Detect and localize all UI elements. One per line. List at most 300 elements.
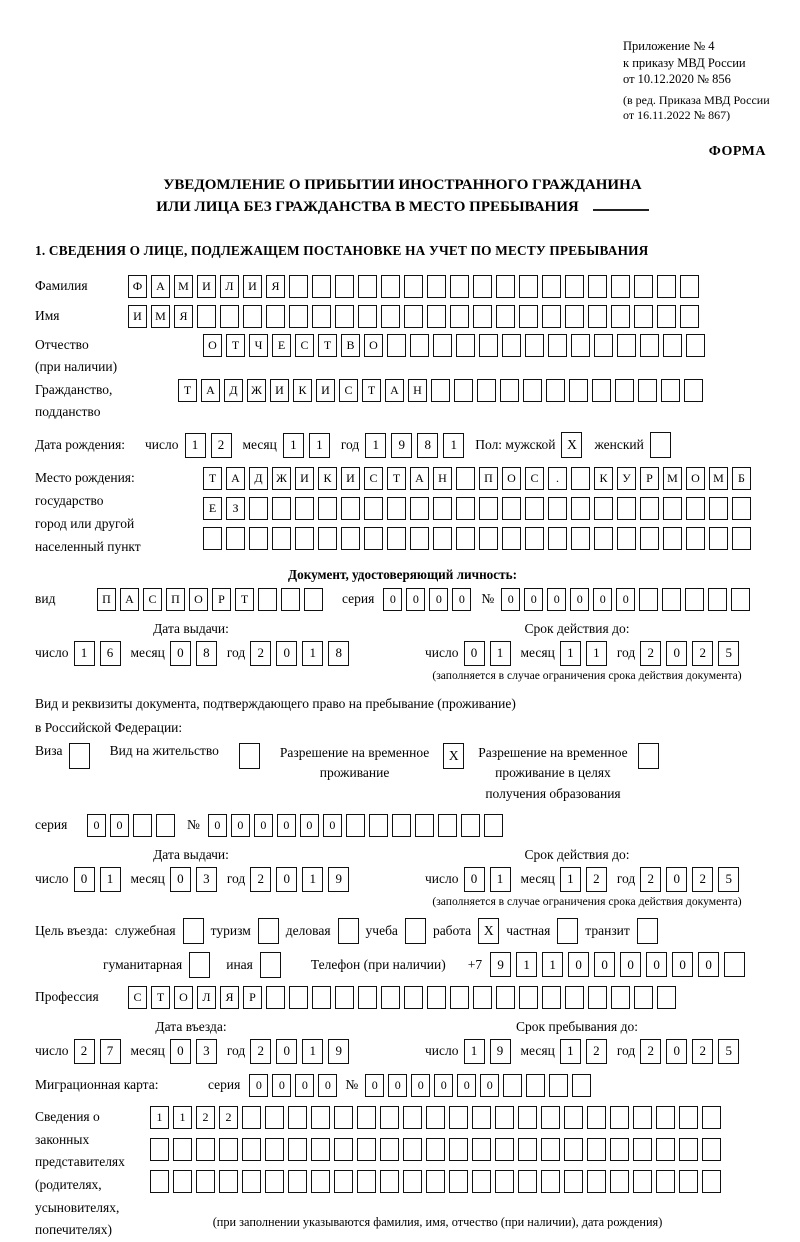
char-cell-empty[interactable] xyxy=(358,986,377,1009)
char-cell-empty[interactable] xyxy=(450,305,469,328)
char-cell-empty[interactable] xyxy=(196,1170,215,1193)
visa-checkbox[interactable] xyxy=(69,743,90,769)
char-cell-filled[interactable]: 0 xyxy=(170,1039,191,1064)
char-cell-empty[interactable] xyxy=(380,1138,399,1161)
purpose-other-checkbox[interactable] xyxy=(260,952,281,978)
char-cell-empty[interactable] xyxy=(197,305,216,328)
char-cell-empty[interactable] xyxy=(288,1138,307,1161)
char-cell-empty[interactable] xyxy=(288,1170,307,1193)
char-cell-empty[interactable] xyxy=(657,275,676,298)
char-cell-empty[interactable] xyxy=(588,305,607,328)
char-cell-empty[interactable] xyxy=(731,588,750,611)
char-cell-empty[interactable] xyxy=(357,1138,376,1161)
char-cell-filled[interactable]: 5 xyxy=(718,641,739,666)
char-cell-empty[interactable] xyxy=(479,497,498,520)
char-cell-empty[interactable] xyxy=(684,379,703,402)
char-cell-empty[interactable] xyxy=(617,334,636,357)
char-cell-empty[interactable] xyxy=(472,1106,491,1129)
char-cell-empty[interactable] xyxy=(427,986,446,1009)
char-cell-filled[interactable]: 2 xyxy=(211,433,232,458)
char-cell-empty[interactable] xyxy=(335,986,354,1009)
char-cell-empty[interactable] xyxy=(525,527,544,550)
char-cell-filled[interactable]: Р xyxy=(640,467,659,490)
char-cell-empty[interactable] xyxy=(334,1106,353,1129)
char-cell-empty[interactable] xyxy=(569,379,588,402)
char-cell-empty[interactable] xyxy=(542,305,561,328)
char-cell-empty[interactable] xyxy=(312,305,331,328)
char-cell-filled[interactable]: Р xyxy=(243,986,262,1009)
char-cell-empty[interactable] xyxy=(679,1138,698,1161)
char-cell-empty[interactable] xyxy=(565,986,584,1009)
char-cell-empty[interactable] xyxy=(640,527,659,550)
char-cell-filled[interactable]: 0 xyxy=(501,588,520,611)
char-cell-filled[interactable]: Т xyxy=(235,588,254,611)
char-cell-empty[interactable] xyxy=(657,986,676,1009)
char-cell-empty[interactable] xyxy=(611,986,630,1009)
char-cell-filled[interactable]: 9 xyxy=(490,1039,511,1064)
char-cell-empty[interactable] xyxy=(571,334,590,357)
char-cell-empty[interactable] xyxy=(732,527,751,550)
char-cell-filled[interactable]: 2 xyxy=(196,1106,215,1129)
char-cell-empty[interactable] xyxy=(404,986,423,1009)
char-cell-filled[interactable]: 0 xyxy=(524,588,543,611)
char-cell-filled[interactable]: 2 xyxy=(250,867,271,892)
char-cell-filled[interactable]: А xyxy=(201,379,220,402)
char-cell-empty[interactable] xyxy=(519,275,538,298)
char-cell-empty[interactable] xyxy=(594,527,613,550)
purpose-humanitarian-checkbox[interactable] xyxy=(189,952,210,978)
char-cell-filled[interactable]: 9 xyxy=(391,433,412,458)
char-cell-filled[interactable]: 0 xyxy=(276,641,297,666)
char-cell-empty[interactable] xyxy=(479,527,498,550)
char-cell-filled[interactable]: 0 xyxy=(464,867,485,892)
char-cell-empty[interactable] xyxy=(662,588,681,611)
char-cell-filled[interactable]: 1 xyxy=(100,867,121,892)
char-cell-filled[interactable]: Л xyxy=(197,986,216,1009)
char-cell-filled[interactable]: Б xyxy=(732,467,751,490)
char-cell-filled[interactable]: 0 xyxy=(672,952,693,977)
char-cell-empty[interactable] xyxy=(381,305,400,328)
char-cell-filled[interactable]: 1 xyxy=(309,433,330,458)
char-cell-empty[interactable] xyxy=(634,305,653,328)
char-cell-filled[interactable]: 0 xyxy=(208,814,227,837)
char-cell-empty[interactable] xyxy=(633,1106,652,1129)
char-cell-empty[interactable] xyxy=(426,1170,445,1193)
char-cell-filled[interactable]: Ф xyxy=(128,275,147,298)
char-cell-empty[interactable] xyxy=(456,467,475,490)
char-cell-empty[interactable] xyxy=(549,1074,568,1097)
char-cell-filled[interactable]: 1 xyxy=(74,641,95,666)
char-cell-empty[interactable] xyxy=(565,275,584,298)
char-cell-empty[interactable] xyxy=(433,497,452,520)
char-cell-filled[interactable]: 0 xyxy=(666,641,687,666)
char-cell-empty[interactable] xyxy=(357,1106,376,1129)
char-cell-empty[interactable] xyxy=(477,379,496,402)
char-cell-filled[interactable]: С xyxy=(525,467,544,490)
char-cell-filled[interactable]: . xyxy=(548,467,567,490)
char-cell-filled[interactable]: 9 xyxy=(328,1039,349,1064)
char-cell-filled[interactable]: М xyxy=(151,305,170,328)
char-cell-filled[interactable]: К xyxy=(318,467,337,490)
char-cell-empty[interactable] xyxy=(387,527,406,550)
char-cell-filled[interactable]: В xyxy=(341,334,360,357)
char-cell-filled[interactable]: 0 xyxy=(568,952,589,977)
char-cell-empty[interactable] xyxy=(203,527,222,550)
char-cell-filled[interactable]: 3 xyxy=(196,867,217,892)
char-cell-filled[interactable]: И xyxy=(197,275,216,298)
char-cell-empty[interactable] xyxy=(564,1170,583,1193)
char-cell-empty[interactable] xyxy=(173,1170,192,1193)
char-cell-empty[interactable] xyxy=(495,1138,514,1161)
char-cell-filled[interactable]: Л xyxy=(220,275,239,298)
char-cell-empty[interactable] xyxy=(610,1138,629,1161)
char-cell-empty[interactable] xyxy=(427,305,446,328)
char-cell-filled[interactable]: А xyxy=(410,467,429,490)
purpose-transit-checkbox[interactable] xyxy=(637,918,658,944)
char-cell-filled[interactable]: Т xyxy=(362,379,381,402)
char-cell-filled[interactable]: Е xyxy=(272,334,291,357)
char-cell-empty[interactable] xyxy=(640,334,659,357)
char-cell-empty[interactable] xyxy=(364,527,383,550)
char-cell-filled[interactable]: 2 xyxy=(74,1039,95,1064)
char-cell-empty[interactable] xyxy=(449,1106,468,1129)
char-cell-filled[interactable]: 1 xyxy=(302,867,323,892)
char-cell-empty[interactable] xyxy=(617,497,636,520)
char-cell-empty[interactable] xyxy=(318,527,337,550)
char-cell-empty[interactable] xyxy=(702,1170,721,1193)
char-cell-filled[interactable]: 2 xyxy=(586,1039,607,1064)
char-cell-empty[interactable] xyxy=(640,497,659,520)
char-cell-empty[interactable] xyxy=(519,305,538,328)
char-cell-filled[interactable]: С xyxy=(128,986,147,1009)
char-cell-empty[interactable] xyxy=(611,275,630,298)
char-cell-filled[interactable]: 0 xyxy=(593,588,612,611)
char-cell-empty[interactable] xyxy=(546,379,565,402)
char-cell-empty[interactable] xyxy=(266,986,285,1009)
char-cell-empty[interactable] xyxy=(500,379,519,402)
char-cell-filled[interactable]: 1 xyxy=(302,1039,323,1064)
char-cell-filled[interactable]: А xyxy=(385,379,404,402)
char-cell-empty[interactable] xyxy=(502,497,521,520)
char-cell-empty[interactable] xyxy=(456,497,475,520)
char-cell-filled[interactable]: 2 xyxy=(640,867,661,892)
char-cell-filled[interactable]: 9 xyxy=(328,867,349,892)
char-cell-empty[interactable] xyxy=(387,334,406,357)
char-cell-filled[interactable]: 0 xyxy=(231,814,250,837)
char-cell-empty[interactable] xyxy=(502,334,521,357)
char-cell-filled[interactable]: 1 xyxy=(516,952,537,977)
char-cell-empty[interactable] xyxy=(431,379,450,402)
char-cell-empty[interactable] xyxy=(518,1138,537,1161)
char-cell-filled[interactable]: С xyxy=(143,588,162,611)
char-cell-empty[interactable] xyxy=(311,1170,330,1193)
char-cell-empty[interactable] xyxy=(438,814,457,837)
char-cell-empty[interactable] xyxy=(633,1138,652,1161)
char-cell-empty[interactable] xyxy=(358,275,377,298)
char-cell-empty[interactable] xyxy=(312,986,331,1009)
char-cell-filled[interactable]: О xyxy=(502,467,521,490)
char-cell-filled[interactable]: 7 xyxy=(100,1039,121,1064)
char-cell-empty[interactable] xyxy=(473,305,492,328)
char-cell-empty[interactable] xyxy=(449,1170,468,1193)
char-cell-filled[interactable]: Е xyxy=(203,497,222,520)
char-cell-empty[interactable] xyxy=(369,814,388,837)
char-cell-empty[interactable] xyxy=(496,986,515,1009)
char-cell-filled[interactable]: 0 xyxy=(277,814,296,837)
char-cell-filled[interactable]: 1 xyxy=(464,1039,485,1064)
char-cell-empty[interactable] xyxy=(281,588,300,611)
char-cell-empty[interactable] xyxy=(541,1138,560,1161)
char-cell-filled[interactable]: Ж xyxy=(272,467,291,490)
purpose-official-checkbox[interactable] xyxy=(183,918,204,944)
char-cell-filled[interactable]: Т xyxy=(387,467,406,490)
char-cell-filled[interactable]: З xyxy=(226,497,245,520)
char-cell-empty[interactable] xyxy=(357,1170,376,1193)
char-cell-empty[interactable] xyxy=(318,497,337,520)
char-cell-filled[interactable]: 1 xyxy=(365,433,386,458)
char-cell-empty[interactable] xyxy=(265,1170,284,1193)
char-cell-filled[interactable]: 0 xyxy=(295,1074,314,1097)
char-cell-empty[interactable] xyxy=(686,497,705,520)
char-cell-empty[interactable] xyxy=(679,1170,698,1193)
char-cell-empty[interactable] xyxy=(426,1138,445,1161)
char-cell-empty[interactable] xyxy=(410,497,429,520)
char-cell-filled[interactable]: 0 xyxy=(594,952,615,977)
char-cell-empty[interactable] xyxy=(289,305,308,328)
char-cell-filled[interactable]: С xyxy=(339,379,358,402)
char-cell-filled[interactable]: 2 xyxy=(640,1039,661,1064)
char-cell-filled[interactable]: А xyxy=(226,467,245,490)
char-cell-empty[interactable] xyxy=(638,379,657,402)
char-cell-empty[interactable] xyxy=(656,1138,675,1161)
char-cell-filled[interactable]: 1 xyxy=(150,1106,169,1129)
char-cell-empty[interactable] xyxy=(410,527,429,550)
char-cell-empty[interactable] xyxy=(496,275,515,298)
char-cell-empty[interactable] xyxy=(565,305,584,328)
char-cell-empty[interactable] xyxy=(732,497,751,520)
char-cell-filled[interactable]: 6 xyxy=(100,641,121,666)
char-cell-filled[interactable]: 0 xyxy=(365,1074,384,1097)
char-cell-empty[interactable] xyxy=(150,1170,169,1193)
sex-male-checkbox[interactable]: X xyxy=(561,432,582,458)
char-cell-empty[interactable] xyxy=(289,275,308,298)
char-cell-empty[interactable] xyxy=(685,588,704,611)
char-cell-filled[interactable]: М xyxy=(663,467,682,490)
char-cell-filled[interactable]: Д xyxy=(249,467,268,490)
char-cell-empty[interactable] xyxy=(610,1170,629,1193)
char-cell-filled[interactable]: 2 xyxy=(219,1106,238,1129)
char-cell-filled[interactable]: 3 xyxy=(196,1039,217,1064)
char-cell-empty[interactable] xyxy=(702,1106,721,1129)
char-cell-filled[interactable]: Д xyxy=(224,379,243,402)
char-cell-empty[interactable] xyxy=(456,527,475,550)
char-cell-empty[interactable] xyxy=(572,1074,591,1097)
char-cell-filled[interactable]: А xyxy=(120,588,139,611)
char-cell-empty[interactable] xyxy=(484,814,503,837)
char-cell-filled[interactable]: 2 xyxy=(250,1039,271,1064)
char-cell-empty[interactable] xyxy=(335,275,354,298)
char-cell-filled[interactable]: Я xyxy=(174,305,193,328)
char-cell-empty[interactable] xyxy=(449,1138,468,1161)
char-cell-empty[interactable] xyxy=(380,1170,399,1193)
char-cell-empty[interactable] xyxy=(502,527,521,550)
char-cell-empty[interactable] xyxy=(381,986,400,1009)
char-cell-filled[interactable]: А xyxy=(151,275,170,298)
char-cell-empty[interactable] xyxy=(594,497,613,520)
char-cell-empty[interactable] xyxy=(594,334,613,357)
char-cell-filled[interactable]: О xyxy=(686,467,705,490)
char-cell-filled[interactable]: И xyxy=(295,467,314,490)
char-cell-filled[interactable]: О xyxy=(364,334,383,357)
char-cell-filled[interactable]: 0 xyxy=(254,814,273,837)
char-cell-filled[interactable]: П xyxy=(97,588,116,611)
char-cell-empty[interactable] xyxy=(242,1170,261,1193)
char-cell-empty[interactable] xyxy=(663,334,682,357)
char-cell-filled[interactable]: И xyxy=(128,305,147,328)
char-cell-empty[interactable] xyxy=(312,275,331,298)
char-cell-empty[interactable] xyxy=(404,305,423,328)
char-cell-empty[interactable] xyxy=(242,1138,261,1161)
char-cell-empty[interactable] xyxy=(548,497,567,520)
char-cell-empty[interactable] xyxy=(724,952,745,977)
char-cell-empty[interactable] xyxy=(311,1138,330,1161)
char-cell-empty[interactable] xyxy=(663,497,682,520)
char-cell-empty[interactable] xyxy=(525,334,544,357)
char-cell-filled[interactable]: 0 xyxy=(666,867,687,892)
char-cell-filled[interactable]: К xyxy=(594,467,613,490)
char-cell-filled[interactable]: 0 xyxy=(620,952,641,977)
char-cell-empty[interactable] xyxy=(709,497,728,520)
char-cell-filled[interactable]: Т xyxy=(226,334,245,357)
char-cell-empty[interactable] xyxy=(503,1074,522,1097)
char-cell-empty[interactable] xyxy=(496,305,515,328)
char-cell-empty[interactable] xyxy=(525,497,544,520)
char-cell-empty[interactable] xyxy=(518,1106,537,1129)
char-cell-empty[interactable] xyxy=(334,1170,353,1193)
char-cell-empty[interactable] xyxy=(173,1138,192,1161)
char-cell-empty[interactable] xyxy=(571,497,590,520)
char-cell-empty[interactable] xyxy=(587,1170,606,1193)
char-cell-empty[interactable] xyxy=(415,814,434,837)
char-cell-empty[interactable] xyxy=(219,1170,238,1193)
char-cell-filled[interactable]: 5 xyxy=(718,867,739,892)
char-cell-empty[interactable] xyxy=(358,305,377,328)
char-cell-empty[interactable] xyxy=(335,305,354,328)
char-cell-empty[interactable] xyxy=(495,1170,514,1193)
char-cell-empty[interactable] xyxy=(304,588,323,611)
char-cell-filled[interactable]: 0 xyxy=(457,1074,476,1097)
sex-female-checkbox[interactable] xyxy=(650,432,671,458)
char-cell-filled[interactable]: 1 xyxy=(302,641,323,666)
char-cell-filled[interactable]: 0 xyxy=(74,867,95,892)
char-cell-empty[interactable] xyxy=(541,1170,560,1193)
char-cell-filled[interactable]: О xyxy=(174,986,193,1009)
char-cell-filled[interactable]: 2 xyxy=(640,641,661,666)
char-cell-empty[interactable] xyxy=(266,305,285,328)
char-cell-filled[interactable]: И xyxy=(270,379,289,402)
char-cell-filled[interactable]: 2 xyxy=(586,867,607,892)
char-cell-empty[interactable] xyxy=(518,1170,537,1193)
char-cell-filled[interactable]: 0 xyxy=(411,1074,430,1097)
char-cell-empty[interactable] xyxy=(387,497,406,520)
char-cell-filled[interactable]: 1 xyxy=(283,433,304,458)
char-cell-filled[interactable]: 1 xyxy=(560,867,581,892)
char-cell-empty[interactable] xyxy=(542,275,561,298)
char-cell-filled[interactable]: 0 xyxy=(547,588,566,611)
char-cell-empty[interactable] xyxy=(334,1138,353,1161)
char-cell-empty[interactable] xyxy=(219,1138,238,1161)
char-cell-filled[interactable]: 1 xyxy=(490,867,511,892)
char-cell-empty[interactable] xyxy=(461,814,480,837)
char-cell-filled[interactable]: 0 xyxy=(318,1074,337,1097)
char-cell-empty[interactable] xyxy=(680,305,699,328)
char-cell-empty[interactable] xyxy=(686,527,705,550)
char-cell-empty[interactable] xyxy=(258,588,277,611)
char-cell-filled[interactable]: 8 xyxy=(417,433,438,458)
char-cell-empty[interactable] xyxy=(392,814,411,837)
char-cell-empty[interactable] xyxy=(495,1106,514,1129)
char-cell-filled[interactable]: Т xyxy=(203,467,222,490)
char-cell-empty[interactable] xyxy=(403,1170,422,1193)
char-cell-empty[interactable] xyxy=(341,497,360,520)
char-cell-filled[interactable]: Я xyxy=(220,986,239,1009)
char-cell-empty[interactable] xyxy=(686,334,705,357)
char-cell-empty[interactable] xyxy=(519,986,538,1009)
char-cell-filled[interactable]: 0 xyxy=(434,1074,453,1097)
char-cell-empty[interactable] xyxy=(473,986,492,1009)
char-cell-empty[interactable] xyxy=(661,379,680,402)
char-cell-empty[interactable] xyxy=(364,497,383,520)
char-cell-filled[interactable]: 0 xyxy=(570,588,589,611)
char-cell-empty[interactable] xyxy=(472,1170,491,1193)
char-cell-empty[interactable] xyxy=(633,1170,652,1193)
purpose-work-checkbox[interactable]: X xyxy=(478,918,499,944)
char-cell-empty[interactable] xyxy=(523,379,542,402)
char-cell-filled[interactable]: 1 xyxy=(542,952,563,977)
purpose-tourism-checkbox[interactable] xyxy=(258,918,279,944)
char-cell-empty[interactable] xyxy=(450,275,469,298)
char-cell-empty[interactable] xyxy=(663,527,682,550)
char-cell-filled[interactable]: С xyxy=(364,467,383,490)
char-cell-empty[interactable] xyxy=(564,1138,583,1161)
char-cell-empty[interactable] xyxy=(548,334,567,357)
char-cell-filled[interactable]: 1 xyxy=(443,433,464,458)
char-cell-empty[interactable] xyxy=(548,527,567,550)
char-cell-empty[interactable] xyxy=(564,1106,583,1129)
char-cell-empty[interactable] xyxy=(571,527,590,550)
char-cell-empty[interactable] xyxy=(433,527,452,550)
char-cell-filled[interactable]: Т xyxy=(318,334,337,357)
char-cell-empty[interactable] xyxy=(657,305,676,328)
char-cell-empty[interactable] xyxy=(403,1138,422,1161)
char-cell-empty[interactable] xyxy=(708,588,727,611)
char-cell-empty[interactable] xyxy=(588,986,607,1009)
char-cell-filled[interactable]: 0 xyxy=(249,1074,268,1097)
char-cell-filled[interactable]: 5 xyxy=(718,1039,739,1064)
char-cell-empty[interactable] xyxy=(571,467,590,490)
char-cell-empty[interactable] xyxy=(433,334,452,357)
char-cell-filled[interactable]: Я xyxy=(266,275,285,298)
char-cell-empty[interactable] xyxy=(592,379,611,402)
char-cell-filled[interactable]: 1 xyxy=(490,641,511,666)
char-cell-empty[interactable] xyxy=(680,275,699,298)
char-cell-filled[interactable]: 0 xyxy=(388,1074,407,1097)
char-cell-empty[interactable] xyxy=(526,1074,545,1097)
char-cell-empty[interactable] xyxy=(702,1138,721,1161)
char-cell-filled[interactable]: И xyxy=(316,379,335,402)
temp-residence-checkbox[interactable]: X xyxy=(443,743,464,769)
char-cell-filled[interactable]: 0 xyxy=(429,588,448,611)
